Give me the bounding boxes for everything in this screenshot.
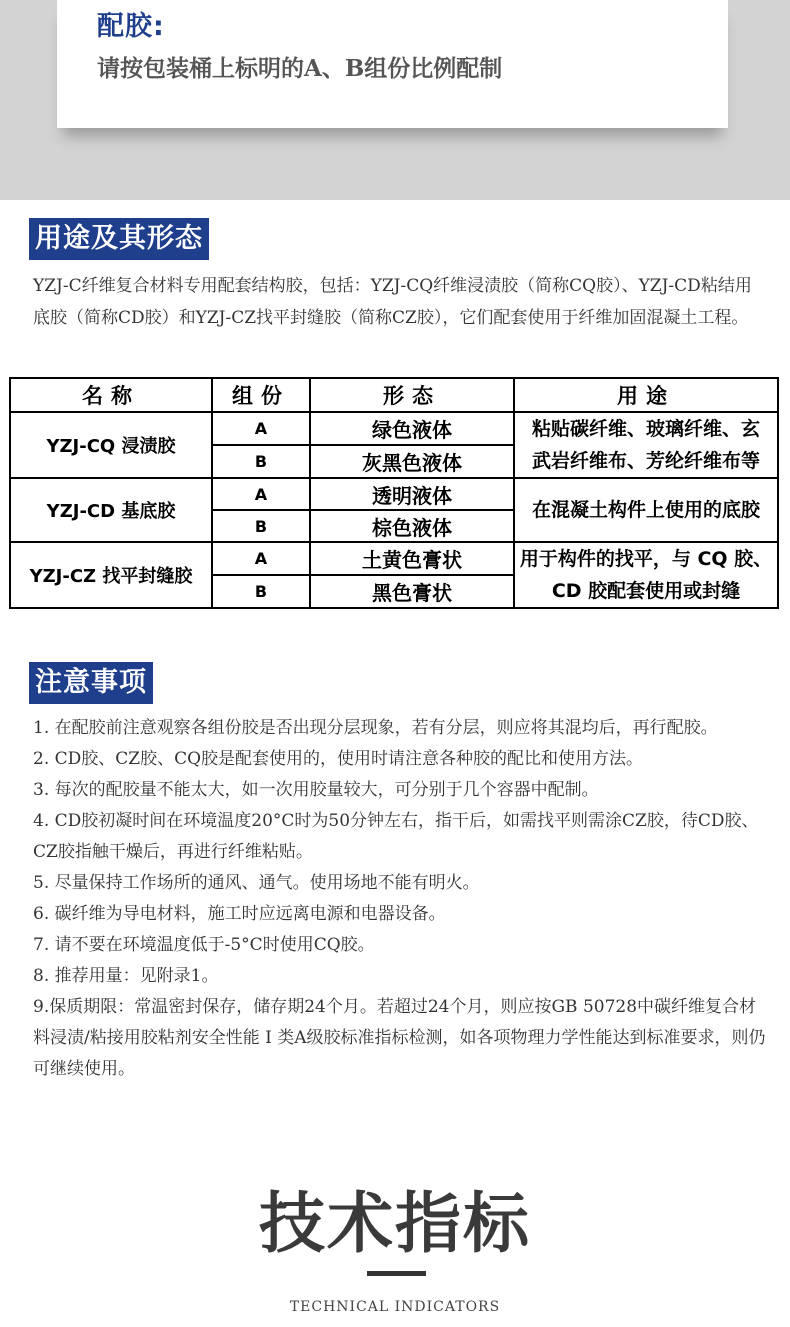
form-cell: 绿色液体 [310, 412, 514, 445]
note-item: 9.保质期限：常温密封保存，储存期24个月。若超过24个月，则应按GB 50728中碳纤维复合材料浸渍/粘接用胶粘剂安全性能 I 类A级胶标准指标检测，如各项物理力学性能达到标准要求，则仍可继续使用。 [33, 997, 766, 1079]
table-row [10, 412, 778, 445]
mixing-instruction: 请按包装桶上标明的A、B组份比例配制 [97, 55, 503, 82]
form-cell: 土黄色膏状 [310, 542, 514, 575]
form-cell: 透明液体 [310, 478, 514, 510]
header-use: 用途 [514, 378, 778, 412]
group-cell: A [212, 412, 310, 445]
note-item: 8. 推荐用量：见附录1。 [33, 966, 219, 986]
usage-paragraph: YZJ-C纤维复合材料专用配套结构胶，包括：YZJ-CQ纤维浸渍胶（简称CQ胶）、YZJ-CD粘结用底胶（简称CD胶）和YZJ-CZ找平封缝胶（简称CZ胶），它们配套使用于纤维加固混凝土工程。 [33, 276, 752, 328]
use-line: 在混凝土构件上使用的底胶 [531, 499, 760, 521]
use-line: 用于构件的找平，与 CQ 胶、 [519, 548, 773, 570]
table-row [10, 542, 778, 575]
use-cell-cq [514, 412, 778, 478]
note-item: 1. 在配胶前注意观察各组份胶是否出现分层现象，若有分层，则应将其混均后，再行配胶。 [33, 718, 718, 738]
group-cell: B [212, 510, 310, 542]
note-item: 4. CD胶初凝时间在环境温度20°C时为50分钟左右，指干后，如需找平则需涂CZ胶，待CD胶、CZ胶指触干燥后，再进行纤维粘贴。 [33, 811, 759, 862]
product-name-cd: YZJ-CD 基底胶 [10, 478, 212, 542]
product-name-cz: YZJ-CZ 找平封缝胶 [10, 542, 212, 608]
technical-subtitle: TECHNICAL INDICATORS [289, 1299, 501, 1315]
product-spec-table [9, 377, 779, 609]
use-line: 武岩纤维布、芳纶纤维布等 [531, 450, 760, 472]
note-item: 2. CD胶、CZ胶、CQ胶是配套使用的，使用时请注意各种胶的配比和使用方法。 [33, 749, 644, 769]
note-item: 3. 每次的配胶量不能太大，如一次用胶量较大，可分别于几个容器中配制。 [33, 780, 599, 800]
notes-list [33, 713, 768, 1085]
header-group: 组份 [212, 378, 310, 412]
use-cell-cz [514, 542, 778, 608]
notes-heading: 注意事项 [29, 662, 153, 704]
product-name-cq: YZJ-CQ 浸渍胶 [10, 412, 212, 478]
technical-title: 技术指标 [259, 1184, 531, 1262]
group-cell: B [212, 445, 310, 478]
use-cell-cd [514, 478, 778, 542]
header-form: 形态 [310, 378, 514, 412]
form-cell: 棕色液体 [310, 510, 514, 542]
use-line: 粘贴碳纤维、玻璃纤维、玄 [531, 418, 760, 440]
mixing-title: 配胶: [97, 11, 165, 42]
note-item: 6. 碳纤维为导电材料，施工时应远离电源和电器设备。 [33, 904, 446, 924]
use-line: CD 胶配套使用或封缝 [551, 580, 741, 602]
note-item: 5. 尽量保持工作场所的通风、通气。使用场地不能有明火。 [33, 873, 480, 893]
usage-heading: 用途及其形态 [29, 218, 209, 260]
group-cell: A [212, 542, 310, 575]
group-cell: B [212, 575, 310, 608]
table-row [10, 478, 778, 510]
header-name: 名称 [10, 378, 212, 412]
title-divider [367, 1271, 426, 1276]
form-cell: 灰黑色液体 [310, 445, 514, 478]
form-cell: 黑色膏状 [310, 575, 514, 608]
group-cell: A [212, 478, 310, 510]
table-header-row [10, 378, 778, 412]
mixing-card [57, 0, 728, 128]
note-item: 7. 请不要在环境温度低于-5°C时使用CQ胶。 [33, 935, 375, 955]
